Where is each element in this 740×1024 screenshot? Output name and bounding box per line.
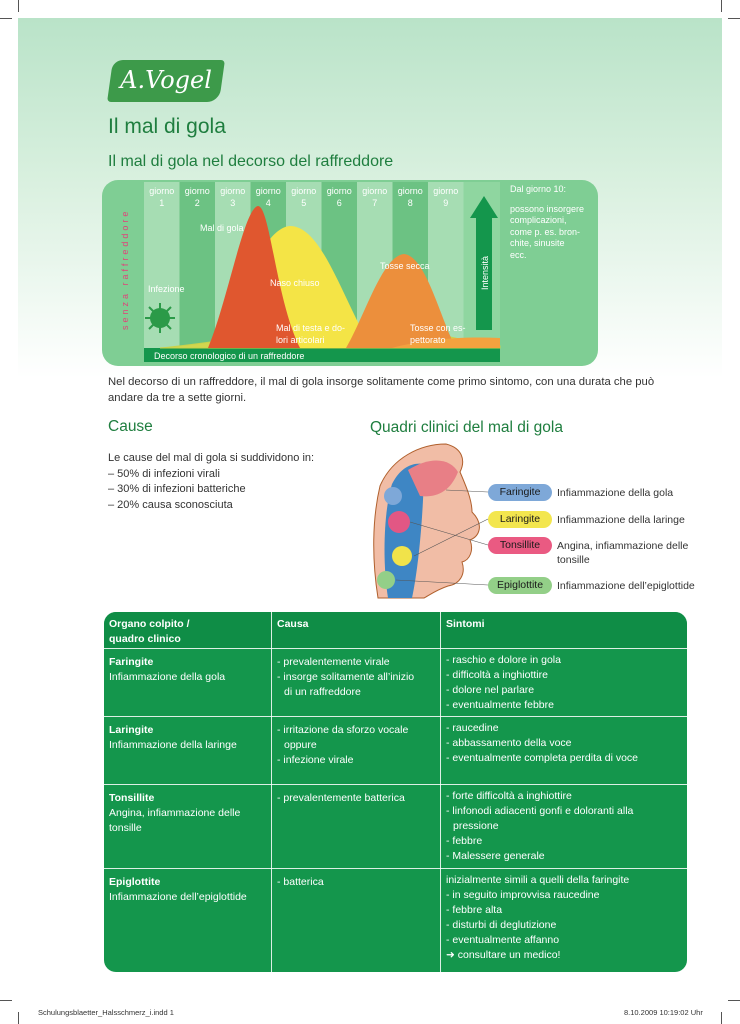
clinical-table — [104, 612, 687, 972]
consult-text: consultare un medico! — [457, 949, 561, 961]
legend-desc — [557, 579, 697, 593]
header-cause — [277, 617, 309, 632]
complications-heading: Dal giorno 10: — [510, 184, 567, 194]
legend-pill-faringite: Faringite — [488, 484, 552, 501]
symptom-line: - eventualmente affanno — [446, 934, 560, 946]
day-number: 5 — [301, 198, 307, 208]
condition-name: Tonsillite — [109, 792, 155, 804]
causes-item: – 50% di infezioni virali — [108, 467, 220, 480]
condition-name: Faringite — [109, 656, 154, 668]
condition-name: Epiglottite — [109, 876, 161, 888]
legend-desc-line: Infiammazione della gola — [557, 487, 674, 499]
cause-line: - batterica — [277, 876, 324, 888]
symptom-line: pressione — [453, 820, 499, 832]
productive-cough-label: pettorato — [410, 335, 446, 345]
brand-logo-text: A.Vogel — [120, 66, 213, 94]
legend-pill-epiglottite: Epiglottite — [488, 577, 552, 594]
day-number: 7 — [372, 198, 378, 208]
legend-desc-line: Angina, infiammazione delle — [557, 540, 689, 552]
day-label: giorno — [149, 186, 175, 196]
symptom-line: - forte difficoltà a inghiottire — [446, 790, 572, 802]
table-row-organ — [109, 875, 247, 905]
causes-item: – 20% causa sconosciuta — [108, 498, 233, 511]
intensity-label: Intensità — [480, 255, 490, 290]
column-divider — [440, 612, 441, 972]
symptom-line: - eventualmente febbre — [446, 699, 554, 711]
intro-line: Nel decorso di un raffreddore, il mal di gola insorge solitamente come primo sintomo, con una durata che può — [108, 376, 655, 388]
clinical-heading: Quadri clinici del mal di gola — [370, 419, 563, 436]
complications-line: ecc. — [510, 249, 527, 260]
row-divider — [104, 716, 687, 717]
legend-desc — [557, 513, 697, 527]
causes-item: – 30% di infezioni batteriche — [108, 483, 246, 495]
symptom-line: - raucedine — [446, 722, 499, 734]
legend-desc-line: Infiammazione della laringe — [557, 514, 685, 526]
table-row-symptoms — [446, 873, 629, 963]
symptom-line: - febbre — [446, 835, 483, 847]
epiglottis-marker — [377, 571, 395, 589]
legend-desc-line: tonsille — [557, 554, 590, 566]
cause-line: - insorge solitamente all’inizio — [277, 671, 415, 683]
symptom-line: - febbre alta — [446, 904, 503, 916]
tonsils-marker — [388, 511, 410, 533]
complications-line: complicazioni, — [510, 215, 567, 225]
legend-pill-tonsillite: Tonsillite — [488, 537, 552, 554]
pharynx-marker — [384, 487, 402, 505]
throat-anatomy-illustration — [374, 444, 480, 598]
day-label: giorno — [184, 186, 210, 196]
intro-line: andare da tre a sette giorni. — [108, 392, 247, 404]
cause-line: - prevalentemente virale — [277, 656, 390, 668]
cause-line: - irritazione da sforzo vocale — [277, 724, 409, 736]
condition-desc: Infiammazione dell’epiglottide — [109, 891, 247, 903]
header-text: quadro clinico — [109, 633, 181, 645]
day-label: giorno — [220, 186, 246, 196]
larynx-marker — [392, 546, 412, 566]
table-row-cause — [277, 875, 324, 890]
row-divider — [104, 648, 687, 649]
infection-label: Infezione — [148, 284, 185, 294]
symptom-line: - in seguito improvvisa raucedine — [446, 889, 600, 901]
causes-list — [108, 451, 314, 513]
table-row-cause — [277, 655, 414, 700]
table-row-symptoms — [446, 653, 561, 713]
day-number: 8 — [407, 198, 413, 208]
header-text: Causa — [277, 618, 309, 630]
table-row-symptoms — [446, 721, 638, 766]
virus-icon — [145, 303, 175, 333]
arrow-right-icon: ➜ — [446, 949, 455, 961]
day-label: giorno — [433, 186, 459, 196]
sore-throat-label: Mal di gola — [200, 223, 244, 233]
symptom-line: - dolore nel parlare — [446, 684, 535, 696]
day-label: giorno — [291, 186, 317, 196]
causes-heading: Cause — [108, 418, 153, 435]
day-number: 4 — [265, 198, 271, 208]
day-label: giorno — [397, 186, 423, 196]
symptom-line-consult — [446, 948, 629, 963]
table-row-cause — [277, 791, 405, 806]
day-label: giorno — [362, 186, 388, 196]
table-row-organ — [109, 655, 225, 685]
symptom-line: - linfonodi adiacenti gonfi e doloranti alla — [446, 805, 634, 817]
complications-line: possono insorgere — [510, 203, 585, 214]
condition-desc: tonsille — [109, 822, 142, 834]
symptom-line: - raschio e dolore in gola — [446, 654, 561, 666]
complications-line: come p. es. bron- — [510, 226, 581, 237]
complications-line: chite, sinusite — [510, 238, 565, 248]
condition-desc: Infiammazione della gola — [109, 671, 226, 683]
causes-intro: Le cause del mal di gola si suddividono in: — [108, 452, 315, 464]
table-row-organ — [109, 723, 237, 753]
row-divider — [104, 784, 687, 785]
cause-line: oppure — [284, 739, 317, 751]
symptom-line: inizialmente simili a quelli della faringite — [446, 874, 630, 886]
headache-label: Mal di testa e do- — [276, 323, 346, 333]
footer-timestamp: 8.10.2009 10:19:02 Uhr — [624, 1008, 703, 1017]
condition-desc: Angina, infiammazione delle — [109, 807, 241, 819]
headache-label: lori articolari — [276, 335, 325, 345]
nose-label: Naso chiuso — [270, 278, 320, 288]
day-label: giorno — [326, 186, 352, 196]
table-header — [104, 612, 687, 648]
row-divider — [104, 868, 687, 869]
day-number: 3 — [230, 198, 236, 208]
footer-filename: Schulungsblaetter_Halsschmerz_i.indd 1 — [38, 1008, 174, 1017]
column-divider — [271, 612, 272, 972]
day-label: giorno — [255, 186, 281, 196]
header-text: Organo colpito / — [109, 618, 190, 630]
dry-cough-label: Tosse secca — [380, 261, 430, 271]
symptom-line: - difficoltà a inghiottire — [446, 669, 548, 681]
productive-cough-label: Tosse con es- — [410, 323, 466, 333]
day-number: 9 — [443, 198, 449, 208]
legend-pill-laringite: Laringite — [488, 511, 552, 528]
cause-line: - prevalentemente batterica — [277, 792, 405, 804]
legend-desc — [557, 539, 697, 567]
table-row-organ — [109, 791, 240, 836]
legend-desc-line: Infiammazione dell’epiglottide — [557, 580, 695, 592]
condition-name: Laringite — [109, 724, 154, 736]
symptom-line: - eventualmente completa perdita di voce — [446, 752, 639, 764]
day-number: 6 — [336, 198, 342, 208]
table-row-symptoms — [446, 789, 633, 864]
symptom-line: - abbassamento della voce — [446, 737, 572, 749]
day-number: 2 — [194, 198, 200, 208]
header-organ — [109, 617, 190, 647]
header-symptoms — [446, 617, 485, 632]
section-subtitle: Il mal di gola nel decorso del raffreddore — [108, 153, 394, 170]
condition-desc: Infiammazione della laringe — [109, 739, 237, 751]
timeline-label: Decorso cronologico di un raffreddore — [154, 351, 305, 361]
legend-desc — [557, 486, 697, 500]
day-number: 1 — [159, 198, 165, 208]
page-title: Il mal di gola — [108, 115, 226, 138]
intro-paragraph — [108, 374, 688, 406]
symptom-line: - disturbi di deglutizione — [446, 919, 557, 931]
cause-line: di un raffreddore — [284, 686, 361, 698]
no-cold-label: senza raffreddore — [120, 208, 130, 330]
symptom-line: - Malessere generale — [446, 850, 545, 862]
header-text: Sintomi — [446, 618, 485, 630]
cause-line: - infezione virale — [277, 754, 354, 766]
table-row-cause — [277, 723, 408, 768]
